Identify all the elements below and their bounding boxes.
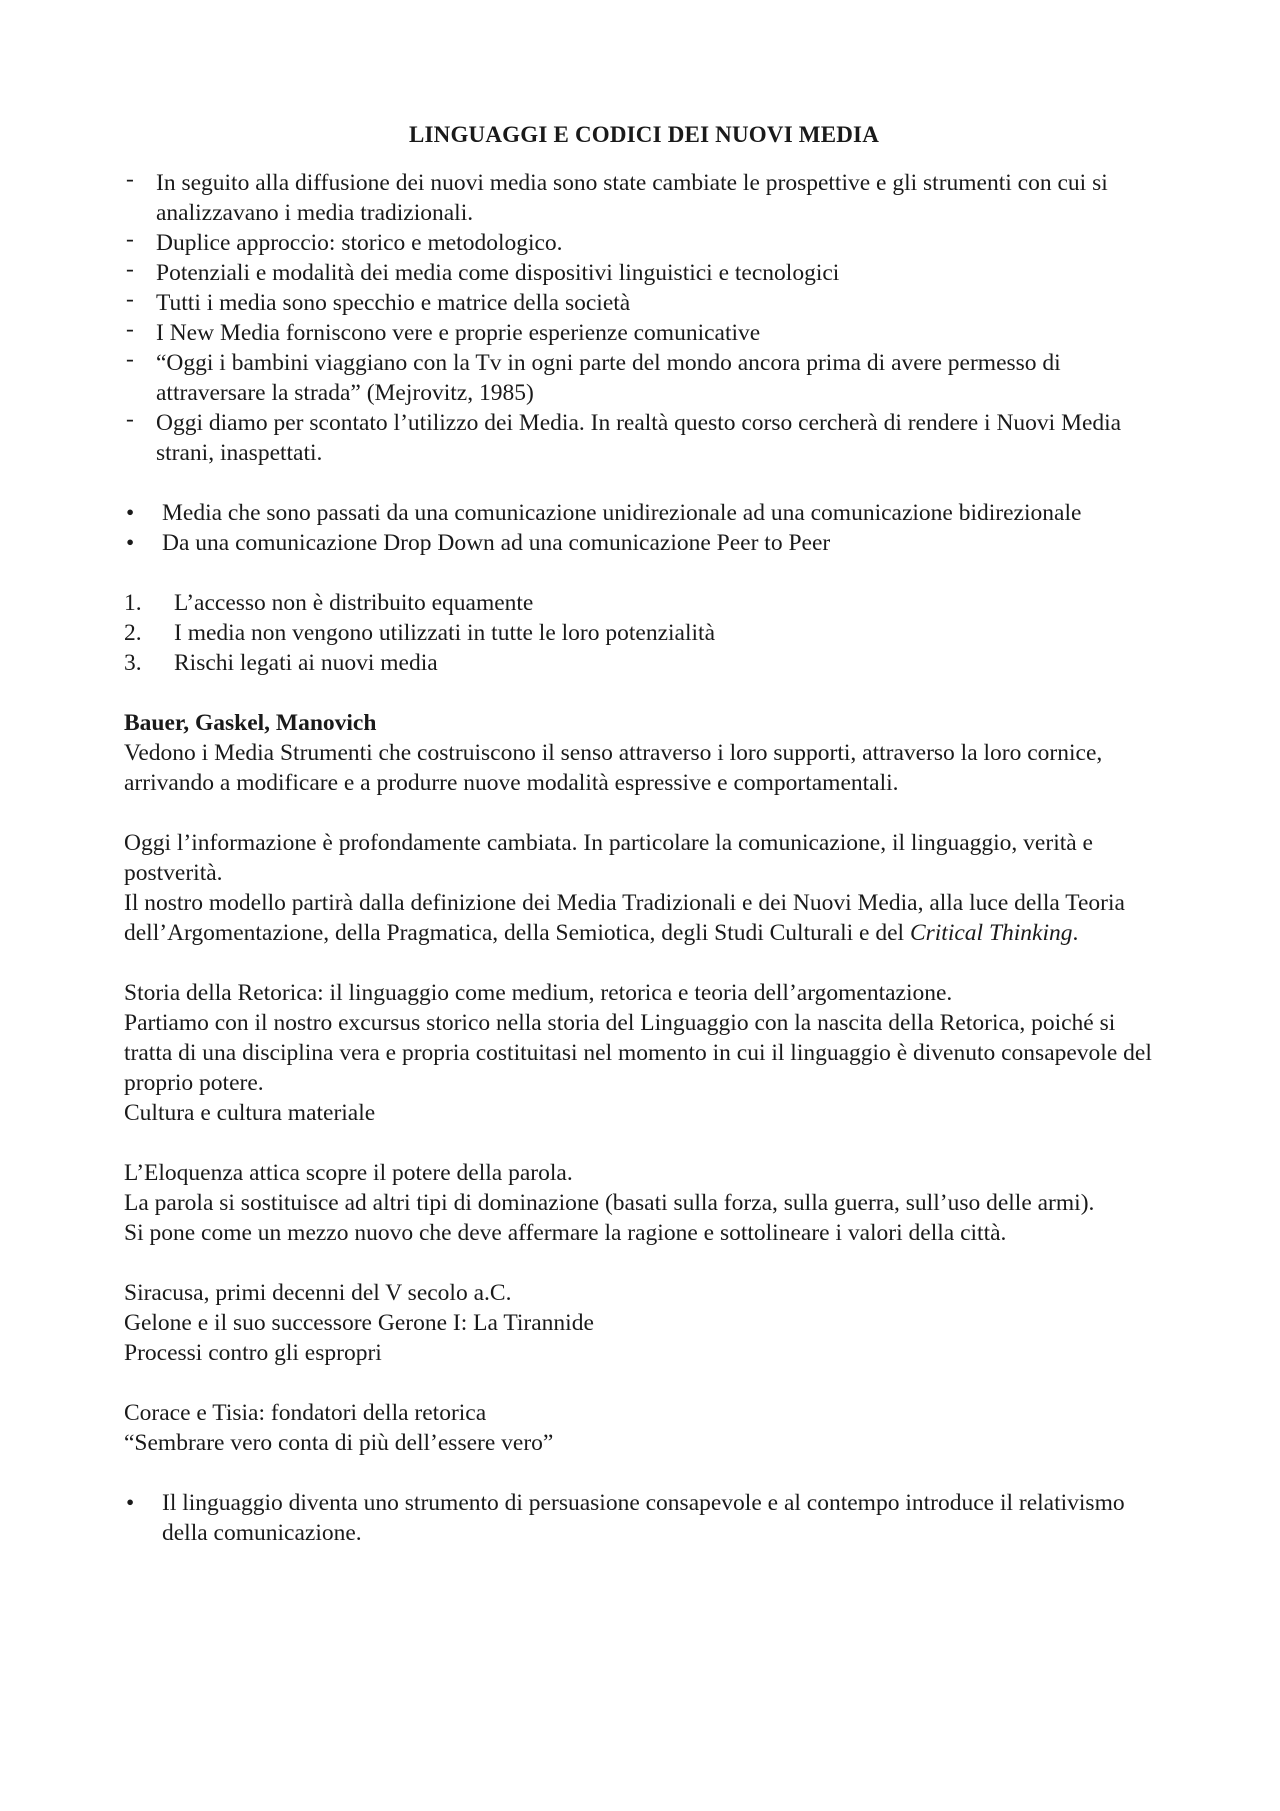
- paragraph: La parola si sostituisce ad altri tipi di dominazione (basati sulla forza, sulla guerra, sull’uso delle armi).: [124, 1190, 1095, 1216]
- section-heading: Bauer, Gaskel, Manovich: [124, 710, 377, 736]
- list-item: • Da una comunicazione Drop Down ad una comunicazione Peer to Peer: [124, 528, 1164, 558]
- spacer: [124, 798, 1164, 828]
- paragraph: Corace e Tisia: fondatori della retorica: [124, 1400, 487, 1426]
- list-item: • Media che sono passati da una comunicazione unidirezionale ad una comunicazione bidirezionale: [124, 498, 1164, 528]
- spacer: [124, 1128, 1164, 1158]
- list-number: 3.: [124, 650, 142, 676]
- list-item-text: I media non vengono utilizzati in tutte le loro potenzialità: [174, 620, 715, 646]
- paragraph: Vedono i Media Strumenti che costruiscono il senso attraverso i loro supporti, attraverso la loro cornice, arrivando a modificare e a produrre nuove modalità espressive e comportamentali.: [124, 740, 1103, 796]
- list-number: 1.: [124, 590, 142, 616]
- dash-list: [124, 168, 1164, 468]
- paragraph: Si pone come un mezzo nuovo che deve affermare la ragione e sottolineare i valori della città.: [124, 1220, 1007, 1246]
- list-item: - I New Media forniscono vere e proprie esperienze comunicative: [124, 318, 1164, 348]
- paragraph: Oggi l’informazione è profondamente cambiata. In particolare la comunicazione, il linguaggio, verità e postverità.: [124, 830, 1093, 886]
- paragraph: “Sembrare vero conta di più dell’essere vero”: [124, 1430, 554, 1456]
- spacer: [124, 948, 1164, 978]
- paragraph: Partiamo con il nostro excursus storico nella storia del Linguaggio con la nascita della Retorica, poiché si tratta di una disciplina vera e propria costituitasi nel momento in cui il linguaggio è divenuto consapevole del proprio potere.: [124, 1010, 1152, 1096]
- list-item: [124, 618, 1164, 648]
- paragraph: Siracusa, primi decenni del V secolo a.C.: [124, 1280, 512, 1306]
- list-item: [124, 648, 1164, 678]
- list-item: - Potenziali e modalità dei media come dispositivi linguistici e tecnologici: [124, 258, 1164, 288]
- paragraph: Storia della Retorica: il linguaggio come medium, retorica e teoria dell’argomentazione.: [124, 980, 953, 1006]
- list-item-text: L’accesso non è distribuito equamente: [174, 590, 534, 616]
- bullet-list: [124, 498, 1164, 558]
- spacer: [124, 1368, 1164, 1398]
- spacer: [124, 1248, 1164, 1278]
- list-item: - Oggi diamo per scontato l’utilizzo dei Media. In realtà questo corso cercherà di rendere i Nuovi Media strani, inaspettati.: [124, 408, 1164, 468]
- list-item: [124, 588, 1164, 618]
- bullet-list: [124, 1488, 1164, 1548]
- spacer: [124, 468, 1164, 498]
- paragraph-text: Il nostro modello partirà dalla definizione dei Media Tradizionali e dei Nuovi Media, alla luce della Teoria dell’Argomentazione, della Pragmatica, della Semiotica, degli Studi Culturali e del: [124, 890, 1125, 946]
- numbered-list: [124, 588, 1164, 678]
- list-number: 2.: [124, 620, 142, 646]
- spacer: [124, 678, 1164, 708]
- paragraph: Gelone e il suo successore Gerone I: La Tirannide: [124, 1310, 594, 1336]
- paragraph: Processi contro gli espropri: [124, 1340, 382, 1366]
- paragraph-end: .: [1072, 920, 1079, 946]
- italic-term: Critical Thinking: [909, 920, 1073, 946]
- list-item: - In seguito alla diffusione dei nuovi media sono state cambiate le prospettive e gli strumenti con cui si analizzavano i media tradizionali.: [124, 168, 1164, 228]
- spacer: [124, 558, 1164, 588]
- list-item: - Duplice approccio: storico e metodologico.: [124, 228, 1164, 258]
- list-item: • Il linguaggio diventa uno strumento di persuasione consapevole e al contempo introduce il relativismo della comunicazione.: [124, 1488, 1164, 1548]
- list-item-text: Rischi legati ai nuovi media: [174, 650, 438, 676]
- list-item: - Tutti i media sono specchio e matrice della società: [124, 288, 1164, 318]
- spacer: [124, 1458, 1164, 1488]
- paragraph: Cultura e cultura materiale: [124, 1100, 376, 1126]
- document-title: LINGUAGGI E CODICI DEI NUOVI MEDIA: [408, 122, 880, 147]
- document-page: [124, 120, 1164, 1548]
- paragraph: L’Eloquenza attica scopre il potere della parola.: [124, 1160, 573, 1186]
- list-item: - “Oggi i bambini viaggiano con la Tv in ogni parte del mondo ancora prima di avere permesso di attraversare la strada” (Mejrovitz, 1985): [124, 348, 1164, 408]
- paragraph: [124, 888, 1164, 948]
